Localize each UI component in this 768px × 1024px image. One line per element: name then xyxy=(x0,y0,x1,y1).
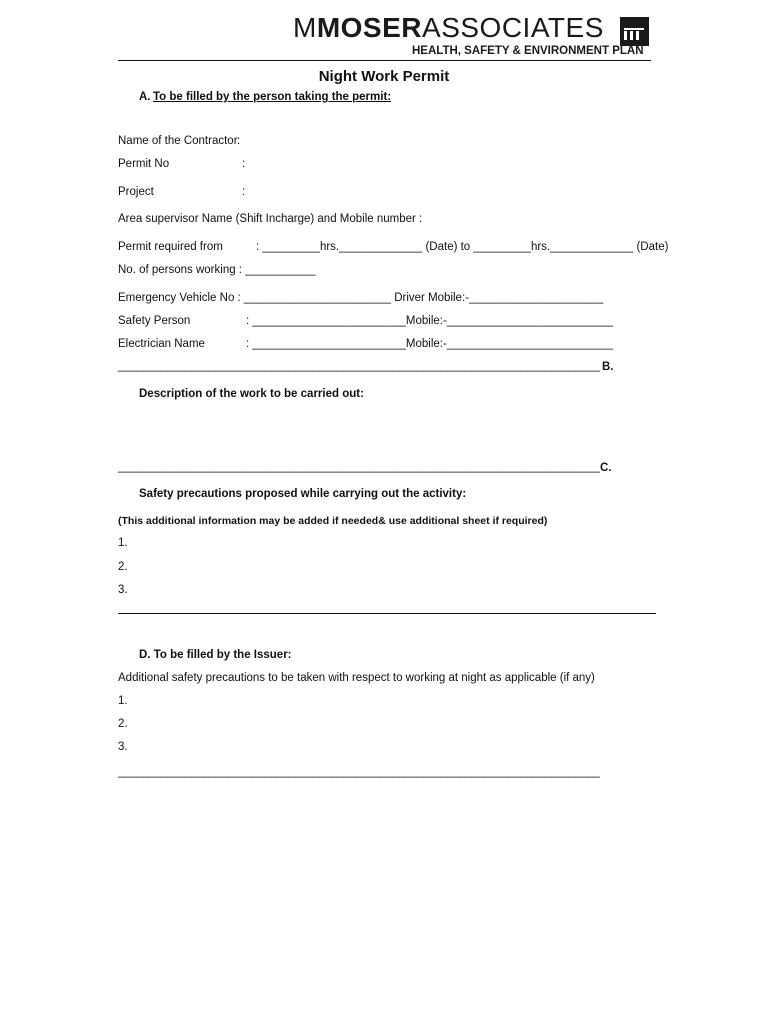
section-d-item-1: 1. xyxy=(118,695,128,707)
section-d-description: Additional safety precautions to be taken with respect to working at night as applicable (if any) xyxy=(118,672,595,684)
company-logo xyxy=(293,14,604,42)
section-c-item-2: 2. xyxy=(118,561,128,573)
safety-person-label: Safety Person xyxy=(118,315,191,327)
permit-from-label: Permit required from xyxy=(118,241,223,253)
electrician-field[interactable]: : ________________________Mobile:-__________________________ xyxy=(246,338,614,350)
section-c-note: (This additional information may be added if needed& use additional sheet if required) xyxy=(118,515,548,527)
logo-mark-icon xyxy=(620,17,649,46)
project-label: Project xyxy=(118,186,154,198)
section-a-divider: _______________________________________________________________________________ xyxy=(118,360,600,372)
section-a-letter: A. xyxy=(139,91,151,103)
section-d-item-3: 3. xyxy=(118,741,128,753)
logo-moser: MOSER xyxy=(316,12,423,43)
electrician-label: Electrician Name xyxy=(118,338,205,350)
permit-no-colon: : xyxy=(242,158,246,170)
page-title: Night Work Permit xyxy=(318,68,450,85)
section-c-heading: Safety precautions proposed while carrying out the activity: xyxy=(139,488,467,500)
persons-working-field[interactable]: No. of persons working : ___________ xyxy=(118,264,316,276)
section-c-rule xyxy=(118,613,656,614)
section-b-heading: Description of the work to be carried out: xyxy=(139,388,364,400)
permit-no-label: Permit No xyxy=(118,158,170,170)
section-c-item-3: 3. xyxy=(118,584,128,596)
section-d-item-2: 2. xyxy=(118,718,128,730)
project-colon: : xyxy=(242,186,246,198)
section-a-heading: To be filled by the person taking the permit: xyxy=(153,91,392,103)
emergency-vehicle-field[interactable]: Emergency Vehicle No : _______________________ Driver Mobile:-_____________________ xyxy=(118,292,604,304)
supervisor-label: Area supervisor Name (Shift Incharge) and Mobile number : xyxy=(118,213,423,225)
header-rule xyxy=(118,60,651,61)
section-b-divider: _______________________________________________________________________________ xyxy=(118,461,600,473)
section-c-item-1: 1. xyxy=(118,537,128,549)
logo-associates: ASSOCIATES xyxy=(422,12,604,43)
section-d-heading: D. To be filled by the Issuer: xyxy=(139,649,292,661)
logo-m: M xyxy=(293,12,317,43)
contractor-colon: : xyxy=(237,135,241,147)
section-c-letter: C. xyxy=(600,462,612,474)
section-b-letter: B. xyxy=(602,361,614,373)
section-d-divider: _______________________________________________________________________________ xyxy=(118,766,600,778)
contractor-label: Name of the Contractor xyxy=(118,135,238,147)
plan-title: HEALTH, SAFETY & ENVIRONMENT PLAN xyxy=(412,45,644,57)
permit-from-field[interactable]: : _________hrs._____________ (Date) to _________hrs._____________ (Date) xyxy=(256,241,669,253)
safety-person-field[interactable]: : ________________________Mobile:-__________________________ xyxy=(246,315,614,327)
